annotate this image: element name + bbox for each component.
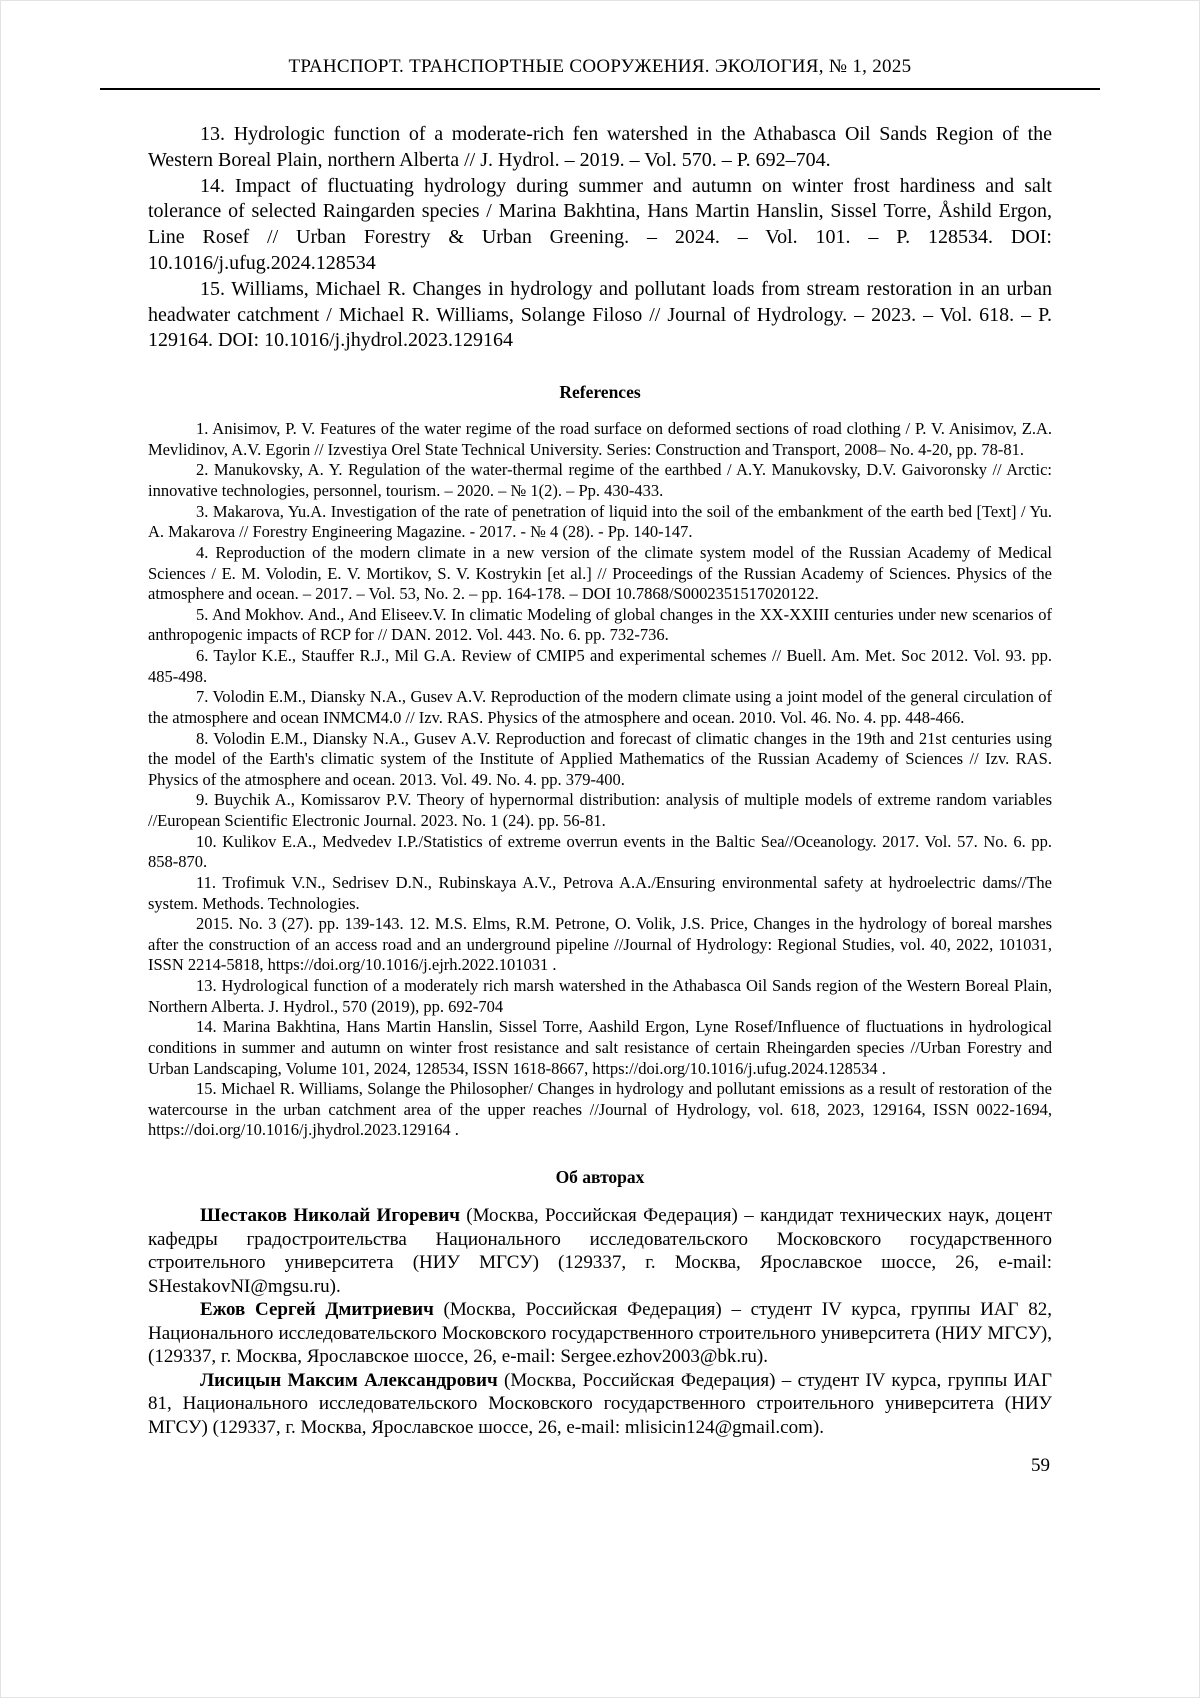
reference-item: 7. Volodin E.M., Diansky N.A., Gusev A.V. Reproduction of the modern climate using a joint model of the general circulation of the atmosphere and ocean INMCM4.0 // Izv. RAS. Physics of the atmosphere and ocean. 2010. Vol. 46. No. 4. pp. 448-466.	[148, 687, 1052, 727]
reference-item: 13. Hydrologic function of a moderate-rich fen watershed in the Athabasca Oil Sands Region of the Western Boreal Plain, northern Alberta // J. Hydrol. – 2019. – Vol. 570. – P. 692–704.	[148, 123, 1052, 171]
header-rule	[100, 88, 1100, 90]
author-details: (Москва, Российская Федерация) – студент IV курса, группы ИАГ 82, Национального исследовательского Московского государственного строительного университета (НИУ МГСУ), (129337, г. Москва, Ярославское шоссе, 26, e-mail: Sergee.ezhov2003@bk.ru).	[148, 1299, 1052, 1368]
reference-item: 15. Michael R. Williams, Solange the Philosopher/ Changes in hydrology and pollutant emissions as a result of restoration of the watercourse in the urban catchment area of the upper reaches //Journal of Hydrology, vol. 618, 2023, 129164, ISSN 0022-1694, https://doi.org/10.1016/j.jhydrol.2023.129164 .	[148, 1079, 1052, 1140]
russian-references-continuation	[148, 122, 1052, 354]
reference-item: 8. Volodin E.M., Diansky N.A., Gusev A.V. Reproduction and forecast of climatic changes in the 19th and 21st centuries using the model of the Earth's climatic system of the Institute of Applied Mathematics of the Russian Academy of Sciences // Izv. RAS. Physics of the atmosphere and ocean. 2013. Vol. 49. No. 4. pp. 379-400.	[148, 728, 1052, 789]
references-list	[148, 419, 1052, 1141]
reference-item: 2. Manukovsky, A. Y. Regulation of the water-thermal regime of the earthbed / A.Y. Manukovsky, D.V. Gaivoronsky // Arctic: innovative technologies, personnel, tourism. – 2020. – № 1(2). – Pp. 430-433.	[148, 460, 1052, 501]
author-name: Шестаков Николай Игоревич	[200, 1205, 460, 1227]
reference-item: 14. Marina Bakhtina, Hans Martin Hanslin, Sissel Torre, Aashild Ergon, Lyne Rosef/Influence of fluctuations in hydrological conditions in summer and autumn on winter frost resistance and salt resistance of certain Rheingarden species //Urban Forestry and Urban Landscaping, Volume 101, 2024, 128534, ISSN 1618-8667, https://doi.org/10.1016/j.ufug.2024.128534 .	[148, 1017, 1052, 1078]
author-details: (Москва, Российская Федерация) – кандидат технических наук, доцент кафедры градостроительства Национального исследовательского Московского государственного строительного университета (НИУ МГСУ) (129337, г. Москва, Ярославское шоссе, 26, e-mail: SHestakovNI@mgsu.ru).	[148, 1205, 1052, 1297]
page-number: 59	[1031, 1455, 1050, 1476]
author-item	[148, 1204, 1052, 1298]
reference-item: 9. Buychik A., Komissarov P.V. Theory of hypernormal distribution: analysis of multiple models of extreme random variables //European Scientific Electronic Journal. 2023. No. 1 (24). pp. 56-81.	[148, 790, 1052, 831]
reference-item: 3. Makarova, Yu.A. Investigation of the rate of penetration of liquid into the soil of the embankment of the earth bed [Text] / Yu. A. Makarova // Forestry Engineering Magazine. - 2017. - № 4 (28). - Pp. 140-147.	[148, 501, 1052, 542]
reference-item: 6. Taylor K.E., Stauffer R.J., Mil G.A. Review of CMIP5 and experimental schemes // Buell. Am. Met. Soc 2012. Vol. 93. pp. 485-498.	[148, 646, 1052, 686]
authors-heading: Об авторах	[555, 1167, 645, 1188]
reference-item: 14. Impact of fluctuating hydrology during summer and autumn on winter frost hardiness and salt tolerance of selected Raingarden species / Marina Bakhtina, Hans Martin Hanslin, Sissel Torre, Åshild Ergon, Line Rosef // Urban Forestry & Urban Greening. – 2024. – Vol. 101. – P. 128534. DOI: 10.1016/j.ufug.2024.128534	[148, 174, 1052, 274]
reference-item: 13. Hydrological function of a moderately rich marsh watershed in the Athabasca Oil Sands region of the Western Boreal Plain, Northern Alberta. J. Hydrol., 570 (2019), pp. 692-704	[148, 976, 1052, 1016]
references-heading: References	[559, 382, 641, 403]
author-name: Ежов Сергей Дмитриевич	[200, 1299, 434, 1321]
authors-section	[148, 1204, 1052, 1439]
journal-header	[148, 56, 1052, 90]
author-item	[148, 1369, 1052, 1440]
author-item	[148, 1298, 1052, 1369]
reference-item: 1. Anisimov, P. V. Features of the water regime of the road surface on deformed sections of road clothing / P. V. Anisimov, Z.A. Mevlidinov, A.V. Egorin // Izvestiya Orel State Technical University. Series: Construction and Transport, 2008– No. 4-20, pp. 78-81.	[148, 419, 1052, 459]
reference-item: 10. Kulikov E.A., Medvedev I.P./Statistics of extreme overrun events in the Baltic Sea//Oceanology. 2017. Vol. 57. No. 6. pp. 858-870.	[148, 831, 1052, 872]
reference-item: 15. Williams, Michael R. Changes in hydrology and pollutant loads from stream restoration in an urban headwater catchment / Michael R. Williams, Solange Filoso // Journal of Hydrology. – 2023. – Vol. 618. – P. 129164. DOI: 10.1016/j.jhydrol.2023.129164	[148, 277, 1052, 352]
author-name: Лисицын Максим Александрович	[200, 1369, 498, 1391]
reference-item: 11. Trofimuk V.N., Sedrisev D.N., Rubinskaya A.V., Petrova A.A./Ensuring environmental safety at hydroelectric dams//The system. Methods. Technologies.	[148, 872, 1052, 913]
author-details: (Москва, Российская Федерация) – студент IV курса, группы ИАГ 81, Национального исследовательского Московского государственного строительного университета (НИУ МГСУ) (129337, г. Москва, Ярославское шоссе, 26, e-mail: mlisicin124@gmail.com).	[148, 1369, 1052, 1438]
journal-title: ТРАНСПОРТ. ТРАНСПОРТНЫЕ СООРУЖЕНИЯ. ЭКОЛОГИЯ, № 1, 2025	[288, 56, 912, 77]
reference-item: 5. And Mokhov. And., And Eliseev.V. In climatic Modeling of global changes in the XX-XXIII centuries under new scenarios of anthropogenic impacts of RCP for // DAN. 2012. Vol. 443. No. 6. pp. 732-736.	[148, 604, 1052, 645]
reference-item: 2015. No. 3 (27). pp. 139-143. 12. M.S. Elms, R.M. Petrone, O. Volik, J.S. Price, Changes in the hydrology of boreal marshes after the construction of an access road and an underground pipeline //Journal of Hydrology: Regional Studies, vol. 40, 2022, 101031, ISSN 2214-5818, https://doi.org/10.1016/j.ejrh.2022.101031 .	[148, 914, 1052, 975]
reference-item: 4. Reproduction of the modern climate in a new version of the climate system model of the Russian Academy of Medical Sciences / E. M. Volodin, E. V. Mortikov, S. V. Kostrykin [et al.] // Proceedings of the Russian Academy of Sciences. Physics of the atmosphere and ocean. – 2017. – Vol. 53, No. 2. – pp. 164-178. – DOI 10.7868/S0002351517020122.	[148, 542, 1052, 604]
